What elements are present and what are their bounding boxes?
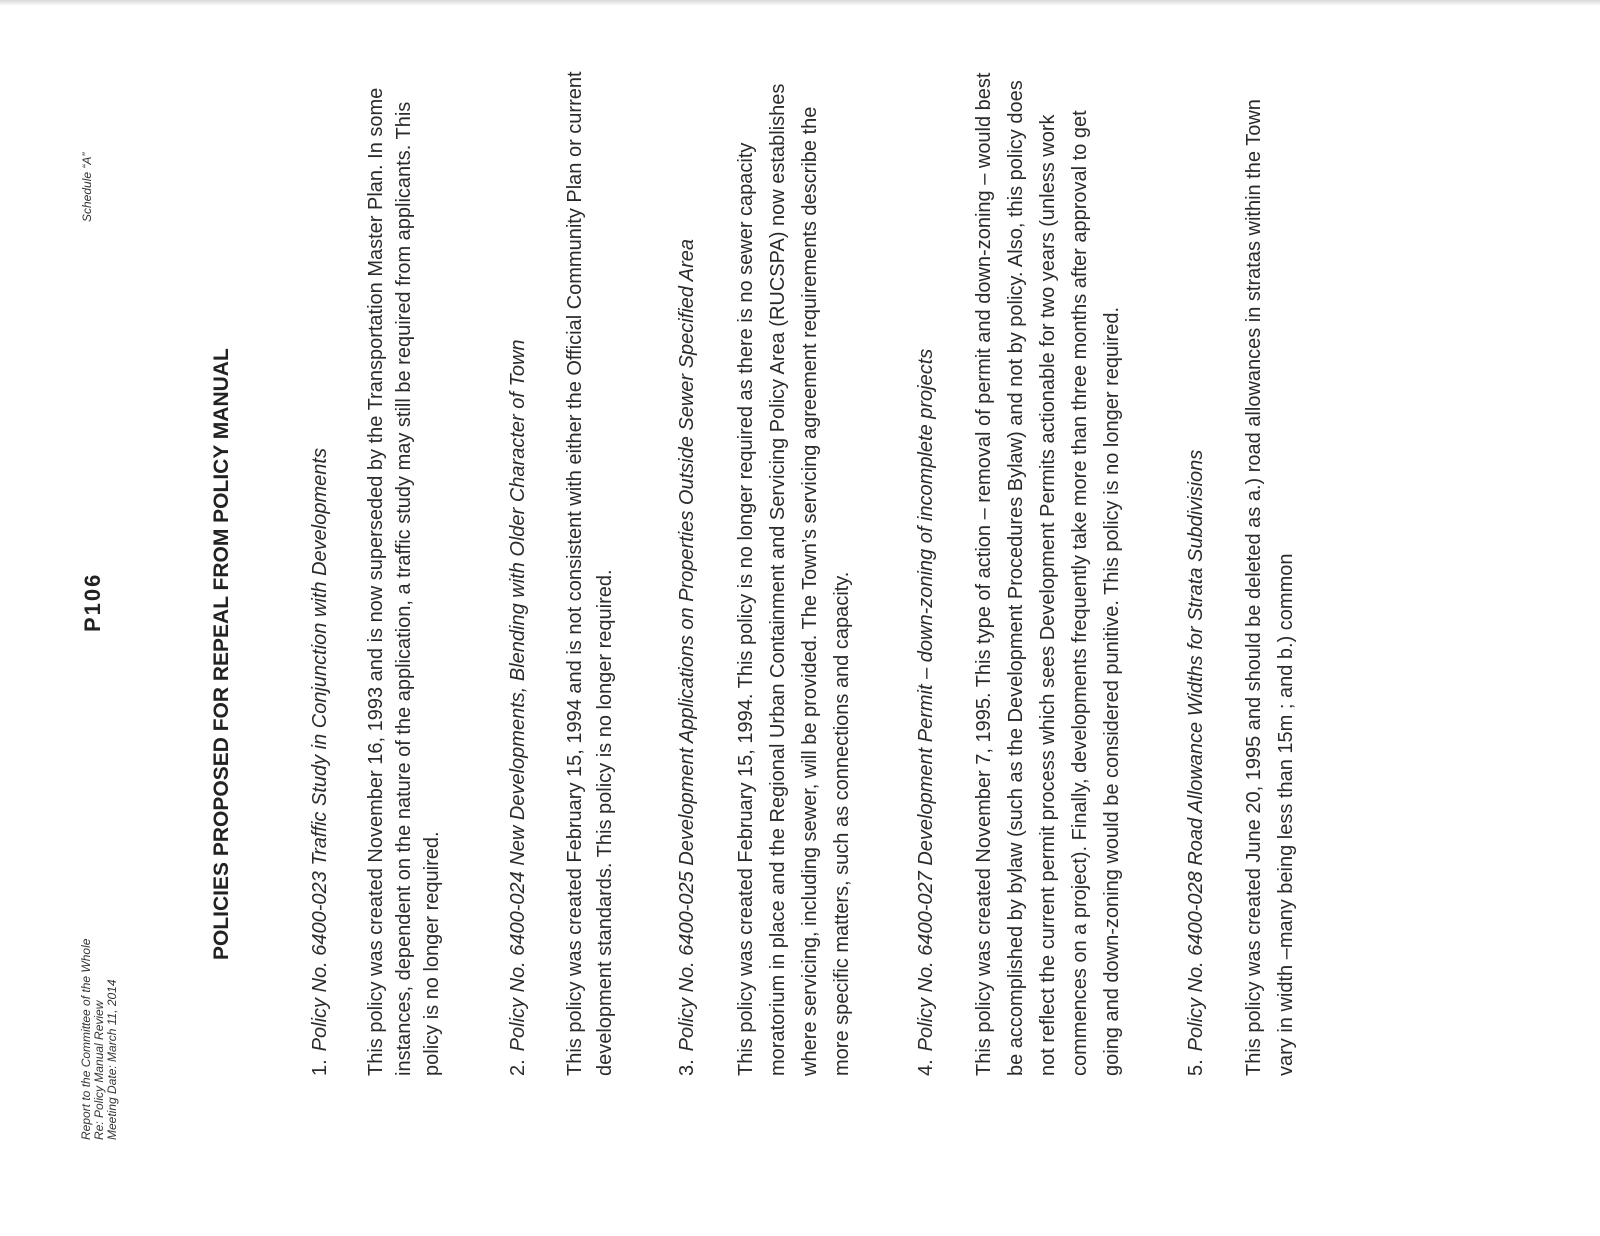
policy-heading (914, 66, 938, 1076)
policy-number: 2. (507, 1059, 529, 1076)
policy-item (674, 66, 858, 1076)
policy-item (308, 66, 446, 1076)
policy-body: This policy was created February 15, 1994 and is not consistent with either the Official Community Plan or current development standards. This policy is no longer required. (564, 71, 616, 1076)
policy-heading (674, 66, 700, 1076)
policy-number: 5. (1185, 1059, 1207, 1076)
policy-title: Policy No. 6400-025 Development Applications on Properties Outside Sewer Specified Area (676, 239, 698, 1052)
policy-item (506, 66, 620, 1076)
policy-body: This policy was created November 16, 1993 and is now superseded by the Transportation Master Plan. In some instances, dependent on the nature of the application, a traffic study may still be required from applicants. This policy is no longer required. (365, 87, 443, 1076)
policy-number: 4. (915, 1059, 937, 1076)
policy-heading (506, 66, 530, 1076)
document-page (79, 71, 1420, 1140)
re-line: Re: Policy Manual Review (92, 1000, 106, 1140)
document-title: POLICIES PROPOSED FOR REPEAL FROM POLICY MANUAL (210, 348, 233, 960)
schedule-label: Schedule “A” (80, 152, 94, 222)
policy-title: Policy No. 6400-023 Traffic Study in Conjunction with Developments (309, 448, 331, 1052)
report-header (80, 939, 119, 1140)
report-line: Report to the Committee of the Whole (79, 938, 93, 1140)
policy-heading (308, 66, 332, 1076)
policy-item (1184, 66, 1302, 1076)
policy-heading (1184, 66, 1208, 1076)
scan-edge (0, 0, 1600, 6)
policy-item (914, 66, 1128, 1076)
page-number: P106 (80, 572, 105, 632)
policy-number: 1. (309, 1059, 331, 1076)
policy-body: This policy was created February 15, 1994. This policy is no longer required as there is no sewer capacity moratorium in place and the Regional Urban Containment and Servicing Policy Area (RUCSPA) now establishes where servicing, including sewer, will be provided. The Town’s servicing agreement requirements describe the more specific matters, such as connections and capacity. (735, 83, 853, 1076)
policy-body: This policy was created November 7, 1995. This type of action – removal of permit and down-zoning – would best be accomplished by bylaw (such as the Development Procedures Bylaw) and not by policy. Also, this policy does not reflect the current permit process which sees Development Permits actionable for two years (unless work commences on a project). Finally, developments frequently take more than three months after approval to get going and down-zoning would be considered punitive. This policy is no longer required. (973, 72, 1123, 1076)
policy-title: Policy No. 6400-028 Road Allowance Widths for Strata Subdivisions (1185, 449, 1207, 1052)
meeting-date-line: Meeting Date: March 11, 2014 (105, 979, 119, 1140)
policy-title: Policy No. 6400-024 New Developments, Blending with Older Character of Town (507, 339, 529, 1052)
policy-body: This policy was created June 20, 1995 and should be deleted as a.) road allowances in stratas within the Town vary in width –many being less than 15m ; and b.) common (1243, 99, 1297, 1076)
policy-title: Policy No. 6400-027 Development Permit – down-zoning of incomplete projects (915, 348, 937, 1052)
policy-number: 3. (676, 1059, 698, 1076)
policy-list (308, 66, 1358, 1076)
